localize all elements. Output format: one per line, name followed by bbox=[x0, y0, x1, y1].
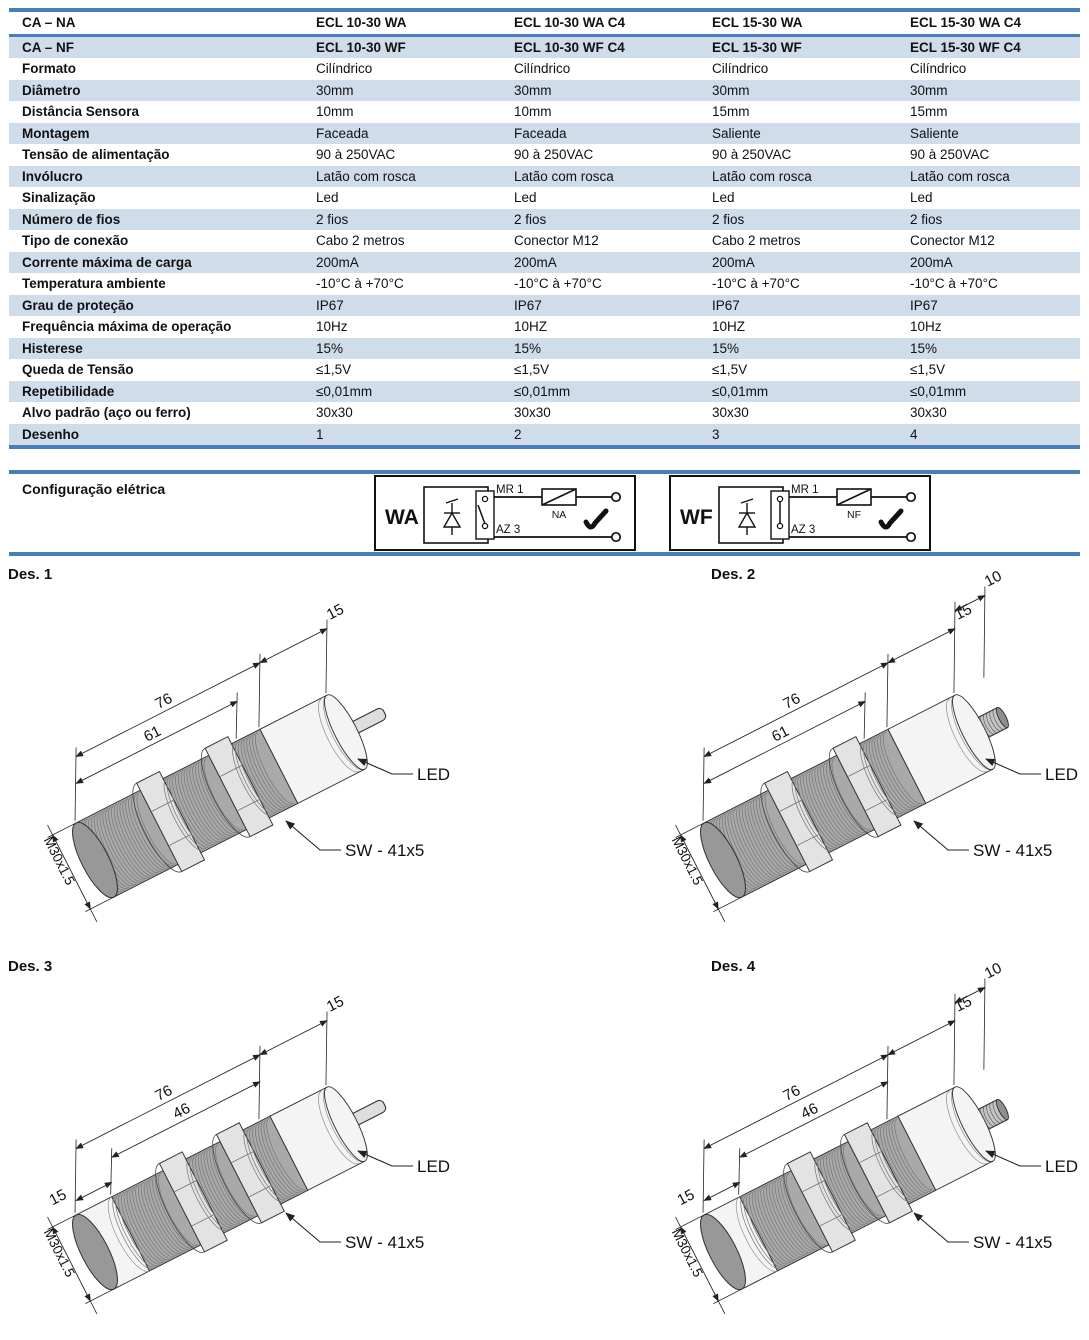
spec-value: 3 bbox=[712, 424, 910, 448]
table-row bbox=[9, 402, 1080, 424]
drawing-panel-3 bbox=[0, 956, 545, 1303]
spec-label: Invólucro bbox=[9, 166, 316, 188]
spec-value: 10HZ bbox=[712, 319, 746, 335]
table-row bbox=[9, 273, 1080, 295]
spec-value: -10°C à +70°C bbox=[514, 276, 602, 292]
table-row bbox=[9, 209, 1080, 231]
dimension-value: 76 bbox=[780, 1081, 804, 1105]
spec-value: Cilíndrico bbox=[910, 61, 967, 77]
wrench-size-label: SW - 41x5 bbox=[345, 841, 425, 860]
spec-value: 15% bbox=[910, 338, 1080, 360]
spec-value: ≤1,5V bbox=[910, 362, 946, 378]
spec-value: Led bbox=[316, 190, 339, 206]
table-row bbox=[9, 359, 1080, 381]
spec-label: Desenho bbox=[9, 424, 316, 448]
spec-value: Led bbox=[514, 190, 537, 206]
table-row bbox=[9, 144, 1080, 166]
dimension-value: 46 bbox=[170, 1099, 194, 1123]
triac-icon bbox=[444, 499, 460, 535]
spec-value: 30mm bbox=[910, 80, 1080, 102]
spec-value: ECL 15-30 WF C4 bbox=[910, 35, 1080, 58]
spec-value: 15% bbox=[514, 338, 712, 360]
dimension-value: 10 bbox=[981, 959, 1005, 983]
spec-value: Cabo 2 metros bbox=[316, 233, 405, 249]
spec-value: IP67 bbox=[514, 295, 712, 317]
terminal-icon bbox=[907, 533, 915, 541]
circuit-diagram-wf bbox=[669, 475, 931, 551]
spec-value: ECL 15-30 WF bbox=[712, 35, 910, 58]
drawing-title-1: Des. 1 bbox=[8, 566, 53, 583]
spec-value: IP67 bbox=[712, 295, 910, 317]
wrench-size-label: SW - 41x5 bbox=[973, 841, 1053, 860]
thread-spec-label: M30x1.5 bbox=[40, 834, 78, 888]
table-row bbox=[9, 295, 1080, 317]
table-row bbox=[9, 101, 1080, 123]
svg-text:MR 1: MR 1 bbox=[791, 484, 819, 496]
svg-text:WA: WA bbox=[385, 506, 419, 529]
circuit-diagram-wa bbox=[374, 475, 636, 551]
spec-value: 10Hz bbox=[316, 319, 348, 335]
spec-value: 200mA bbox=[514, 252, 712, 274]
electrical-config-title: Configuração elétrica bbox=[22, 481, 166, 497]
spec-value: Conector M12 bbox=[514, 233, 599, 249]
spec-value: 4 bbox=[910, 424, 1080, 448]
sensor-drawing-1 bbox=[0, 588, 545, 948]
dimension-value: 61 bbox=[769, 722, 792, 746]
spec-value: ≤0,01mm bbox=[910, 381, 1080, 403]
spec-value: 2 fios bbox=[910, 209, 1080, 231]
spec-value: 90 à 250VAC bbox=[316, 147, 396, 163]
spec-label: Temperatura ambiente bbox=[22, 276, 166, 292]
led-label: LED bbox=[1045, 1157, 1079, 1176]
spec-value: 90 à 250VAC bbox=[514, 147, 594, 163]
spec-value: Saliente bbox=[910, 123, 1080, 145]
spec-value: -10°C à +70°C bbox=[316, 276, 404, 292]
svg-text:AZ 3: AZ 3 bbox=[791, 524, 816, 536]
dimension-value: 15 bbox=[674, 1186, 698, 1210]
spec-value: 30mm bbox=[316, 80, 514, 102]
svg-text:AZ 3: AZ 3 bbox=[496, 524, 521, 536]
spec-value: 15% bbox=[316, 338, 514, 360]
spec-value: 15% bbox=[712, 338, 910, 360]
spec-value: 2 bbox=[514, 424, 712, 448]
spec-value: 200mA bbox=[316, 252, 514, 274]
spec-value: 30mm bbox=[712, 80, 910, 102]
dimension-value: 15 bbox=[323, 992, 347, 1016]
table-row bbox=[9, 316, 1080, 338]
spec-value: 90 à 250VAC bbox=[910, 147, 990, 163]
drawings-row-1 bbox=[0, 564, 1089, 948]
spec-value: ECL 10-30 WF C4 bbox=[514, 35, 712, 58]
spec-value: ≤1,5V bbox=[514, 362, 550, 378]
spec-label: CA – NF bbox=[9, 35, 316, 58]
sensor-drawing-3 bbox=[0, 980, 545, 1340]
spec-label: Frequência máxima de operação bbox=[22, 319, 232, 335]
spec-label: Repetibilidade bbox=[9, 381, 316, 403]
spec-value: Cilíndrico bbox=[514, 61, 571, 77]
table-row bbox=[9, 80, 1080, 102]
drawing-panel-4 bbox=[545, 956, 1089, 1303]
spec-value: Cilíndrico bbox=[316, 61, 373, 77]
dimension-value: 76 bbox=[780, 689, 804, 713]
spec-value: Faceada bbox=[514, 123, 712, 145]
spec-label: Histerese bbox=[9, 338, 316, 360]
spec-value: Latão com rosca bbox=[712, 166, 910, 188]
spec-value: Led bbox=[910, 190, 933, 206]
spec-value: ≤1,5V bbox=[712, 362, 748, 378]
led-label: LED bbox=[1045, 765, 1079, 784]
spec-value: ECL 10-30 WA bbox=[316, 10, 514, 35]
table-row bbox=[9, 10, 1080, 35]
dimension-value: 15 bbox=[951, 600, 975, 624]
spec-label: Tipo de conexão bbox=[22, 233, 129, 249]
table-row bbox=[9, 338, 1080, 360]
spec-value: Latão com rosca bbox=[910, 166, 1080, 188]
dimension-value: 76 bbox=[152, 689, 176, 713]
spec-value: 10Hz bbox=[910, 319, 942, 335]
dimension-value: 76 bbox=[152, 1081, 176, 1105]
svg-text:NA: NA bbox=[551, 509, 567, 521]
spec-label: Montagem bbox=[9, 123, 316, 145]
spec-value: Latão com rosca bbox=[316, 166, 514, 188]
triac-icon bbox=[739, 499, 755, 535]
spec-value: 1 bbox=[316, 424, 514, 448]
spec-value: 200mA bbox=[712, 252, 910, 274]
wrench-size-label: SW - 41x5 bbox=[973, 1233, 1053, 1252]
spec-value: 15mm bbox=[910, 104, 948, 120]
spec-value: ≤1,5V bbox=[316, 362, 352, 378]
spec-label: Sinalização bbox=[22, 190, 96, 206]
dimension-value: 15 bbox=[323, 600, 347, 624]
ac-supply-icon bbox=[881, 511, 901, 527]
thread-spec-label: M30x1.5 bbox=[40, 1226, 78, 1280]
table-row bbox=[9, 252, 1080, 274]
dimension-value: 61 bbox=[141, 722, 164, 746]
spec-value: 15mm bbox=[712, 104, 750, 120]
dimension-value: 15 bbox=[46, 1186, 70, 1210]
spec-value: 10mm bbox=[514, 104, 552, 120]
spec-value: IP67 bbox=[910, 295, 1080, 317]
spec-value: ≤0,01mm bbox=[712, 381, 910, 403]
spec-table bbox=[9, 8, 1080, 449]
led-label: LED bbox=[417, 1157, 451, 1176]
dimension-value: 15 bbox=[951, 992, 975, 1016]
spec-value: 30mm bbox=[514, 80, 712, 102]
terminal-icon bbox=[612, 533, 620, 541]
wrench-size-label: SW - 41x5 bbox=[345, 1233, 425, 1252]
terminal-icon bbox=[907, 493, 915, 501]
table-row bbox=[9, 230, 1080, 252]
spec-value: 2 fios bbox=[316, 209, 514, 231]
table-row bbox=[9, 35, 1080, 58]
electrical-config-section bbox=[9, 470, 1080, 556]
thread-spec-label: M30x1.5 bbox=[668, 1226, 706, 1280]
spec-label: Número de fios bbox=[9, 209, 316, 231]
led-label: LED bbox=[417, 765, 451, 784]
spec-value: Cabo 2 metros bbox=[712, 233, 801, 249]
drawings-row-2 bbox=[0, 956, 1089, 1303]
dimension-value: 10 bbox=[981, 567, 1005, 591]
thread-spec-label: M30x1.5 bbox=[668, 834, 706, 888]
svg-text:NF: NF bbox=[847, 509, 861, 521]
table-row bbox=[9, 123, 1080, 145]
spec-value: 30x30 bbox=[316, 405, 353, 421]
spec-value: 30x30 bbox=[910, 405, 947, 421]
spec-value: ECL 10-30 WA C4 bbox=[514, 10, 712, 35]
spec-value: 10mm bbox=[316, 104, 354, 120]
spec-value: ≤0,01mm bbox=[514, 381, 712, 403]
drawing-title-2: Des. 2 bbox=[711, 566, 756, 583]
spec-value: Conector M12 bbox=[910, 233, 995, 249]
spec-label: Alvo padrão (aço ou ferro) bbox=[22, 405, 191, 421]
spec-label: CA – NA bbox=[9, 10, 316, 35]
spec-value: ≤0,01mm bbox=[316, 381, 514, 403]
spec-label: Tensão de alimentação bbox=[22, 147, 170, 163]
spec-value: ECL 15-30 WA bbox=[712, 10, 910, 35]
spec-value: -10°C à +70°C bbox=[712, 276, 800, 292]
drawing-panel-2 bbox=[545, 564, 1089, 948]
table-row bbox=[9, 381, 1080, 403]
spec-value: ECL 10-30 WF bbox=[316, 35, 514, 58]
spec-label: Distância Sensora bbox=[22, 104, 140, 120]
spec-value: IP67 bbox=[316, 295, 514, 317]
terminal-icon bbox=[612, 493, 620, 501]
spec-value: 30x30 bbox=[712, 405, 749, 421]
table-row bbox=[9, 58, 1080, 80]
spec-value: ECL 15-30 WA C4 bbox=[910, 10, 1080, 35]
svg-text:WF: WF bbox=[680, 506, 713, 529]
spec-value: 200mA bbox=[910, 252, 1080, 274]
dimension-value: 46 bbox=[798, 1099, 822, 1123]
spec-label: Grau de proteção bbox=[9, 295, 316, 317]
spec-value: Cilíndrico bbox=[712, 61, 769, 77]
spec-value: Saliente bbox=[712, 123, 910, 145]
table-row bbox=[9, 424, 1080, 448]
drawing-title-4: Des. 4 bbox=[711, 958, 756, 975]
spec-value: 2 fios bbox=[514, 209, 712, 231]
spec-label: Corrente máxima de carga bbox=[9, 252, 316, 274]
table-row bbox=[9, 187, 1080, 209]
drawing-panel-1 bbox=[0, 564, 545, 948]
spec-value: Latão com rosca bbox=[514, 166, 712, 188]
spec-value: 90 à 250VAC bbox=[712, 147, 792, 163]
spec-label: Diâmetro bbox=[9, 80, 316, 102]
spec-label: Formato bbox=[22, 61, 76, 77]
spec-value: Led bbox=[712, 190, 735, 206]
spec-label: Queda de Tensão bbox=[22, 362, 134, 378]
spec-value: 30x30 bbox=[514, 405, 551, 421]
spec-value: 2 fios bbox=[712, 209, 910, 231]
spec-value: -10°C à +70°C bbox=[910, 276, 998, 292]
spec-value: 10HZ bbox=[514, 319, 548, 335]
drawing-title-3: Des. 3 bbox=[8, 958, 53, 975]
spec-value: Faceada bbox=[316, 123, 514, 145]
table-row bbox=[9, 166, 1080, 188]
svg-text:MR 1: MR 1 bbox=[496, 484, 524, 496]
ac-supply-icon bbox=[586, 511, 606, 527]
